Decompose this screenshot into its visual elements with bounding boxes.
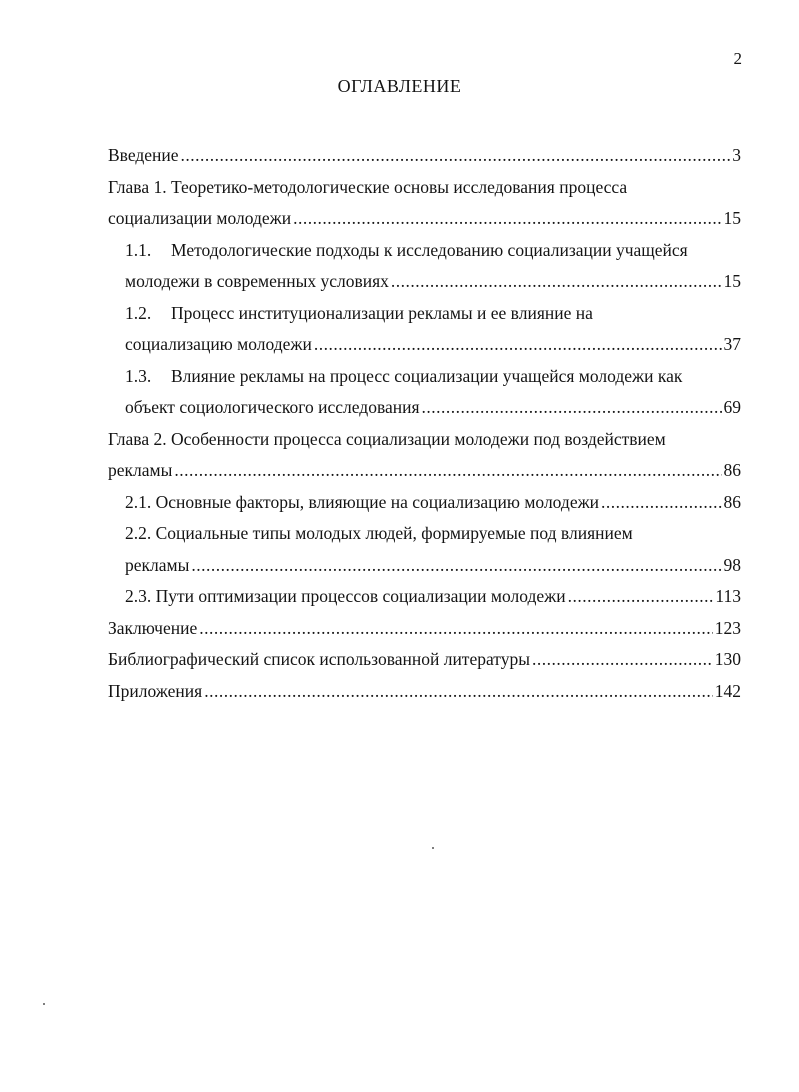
toc-entry-section-1-2[interactable] [108,298,741,361]
toc-entry-label-continued: социализации молодежи [108,208,292,228]
toc-page-number: 86 [723,460,741,480]
toc-page-number: 15 [723,271,741,291]
toc-page-number: 15 [723,208,741,228]
toc-entry-label: 2.1. Основные факторы, влияющие на социализацию молодежи [125,491,600,512]
toc-entry-label: 2.2. Социальные типы молодых людей, формируемые под влиянием [125,523,633,543]
toc-entry-label: Процесс институционализации рекламы и ее влияние на [171,302,593,323]
dot-leader [199,613,713,645]
toc-entry-section-2-3[interactable] [108,581,741,613]
dot-leader [532,644,713,676]
toc-entry-label-continued: рекламы [108,460,173,480]
dot-leader [314,329,722,361]
toc-entry-label: Глава 2. Особенности процесса социализации молодежи под воздействием [108,428,666,449]
toc-page-number: 86 [723,491,741,512]
toc-page-number: 113 [715,586,741,606]
scan-speck [432,847,434,849]
toc-entry-label: Методологические подходы к исследованию социализации учащейся [171,239,688,260]
scan-speck [43,1003,45,1005]
dot-leader [601,487,721,519]
dot-leader [191,550,721,582]
section-number: 1.3. [125,365,152,386]
toc-entry-label-continued: социализацию молодежи [125,334,312,354]
dot-leader [293,203,721,235]
toc-entry-introduction[interactable] [108,140,741,172]
toc-entry-label: Заключение [108,617,198,638]
toc-entry-label: Библиографический список использованной литературы [108,649,530,669]
table-of-contents [108,140,741,707]
page-title: ОГЛАВЛЕНИЕ [337,76,462,96]
toc-entry-section-2-1[interactable] [108,487,741,519]
page-number: 2 [733,49,742,68]
toc-page-number: 37 [723,334,741,354]
toc-entry-appendix[interactable] [108,676,741,708]
toc-entry-label: Приложения [108,680,203,701]
toc-entry-bibliography[interactable] [108,644,741,676]
toc-entry-label: Глава 1. Теоретико-методологические основы исследования процесса [108,176,628,197]
toc-entry-label-continued: молодежи в современных условиях [125,271,389,291]
toc-page-number: 123 [714,617,741,638]
dot-leader [204,676,713,708]
toc-entry-chapter-2[interactable] [108,424,741,487]
toc-entry-label: Влияние рекламы на процесс социализации учащейся молодежи как [171,365,683,386]
toc-page-number: 69 [723,397,741,417]
dot-leader [174,455,721,487]
toc-entry-conclusion[interactable] [108,613,741,645]
toc-entry-section-2-2[interactable] [108,518,741,581]
toc-page-number: 3 [732,145,741,165]
toc-entry-chapter-1[interactable] [108,172,741,235]
toc-entry-label: 2.3. Пути оптимизации процессов социализации молодежи [125,586,566,606]
toc-entry-label: Введение [108,145,179,165]
toc-entry-section-1-1[interactable] [108,235,741,298]
dot-leader [422,392,722,424]
toc-page-number: 98 [723,554,741,575]
section-number: 1.2. [125,302,152,323]
section-number: 1.1. [125,239,152,260]
toc-page-number: 142 [714,680,741,701]
dot-leader [568,581,714,613]
toc-entry-label-continued: объект социологического исследования [125,397,420,417]
dot-leader [391,266,722,298]
toc-entry-section-1-3[interactable] [108,361,741,424]
toc-page-number: 130 [714,649,741,669]
toc-entry-label-continued: рекламы [125,554,190,575]
dot-leader [181,140,731,172]
